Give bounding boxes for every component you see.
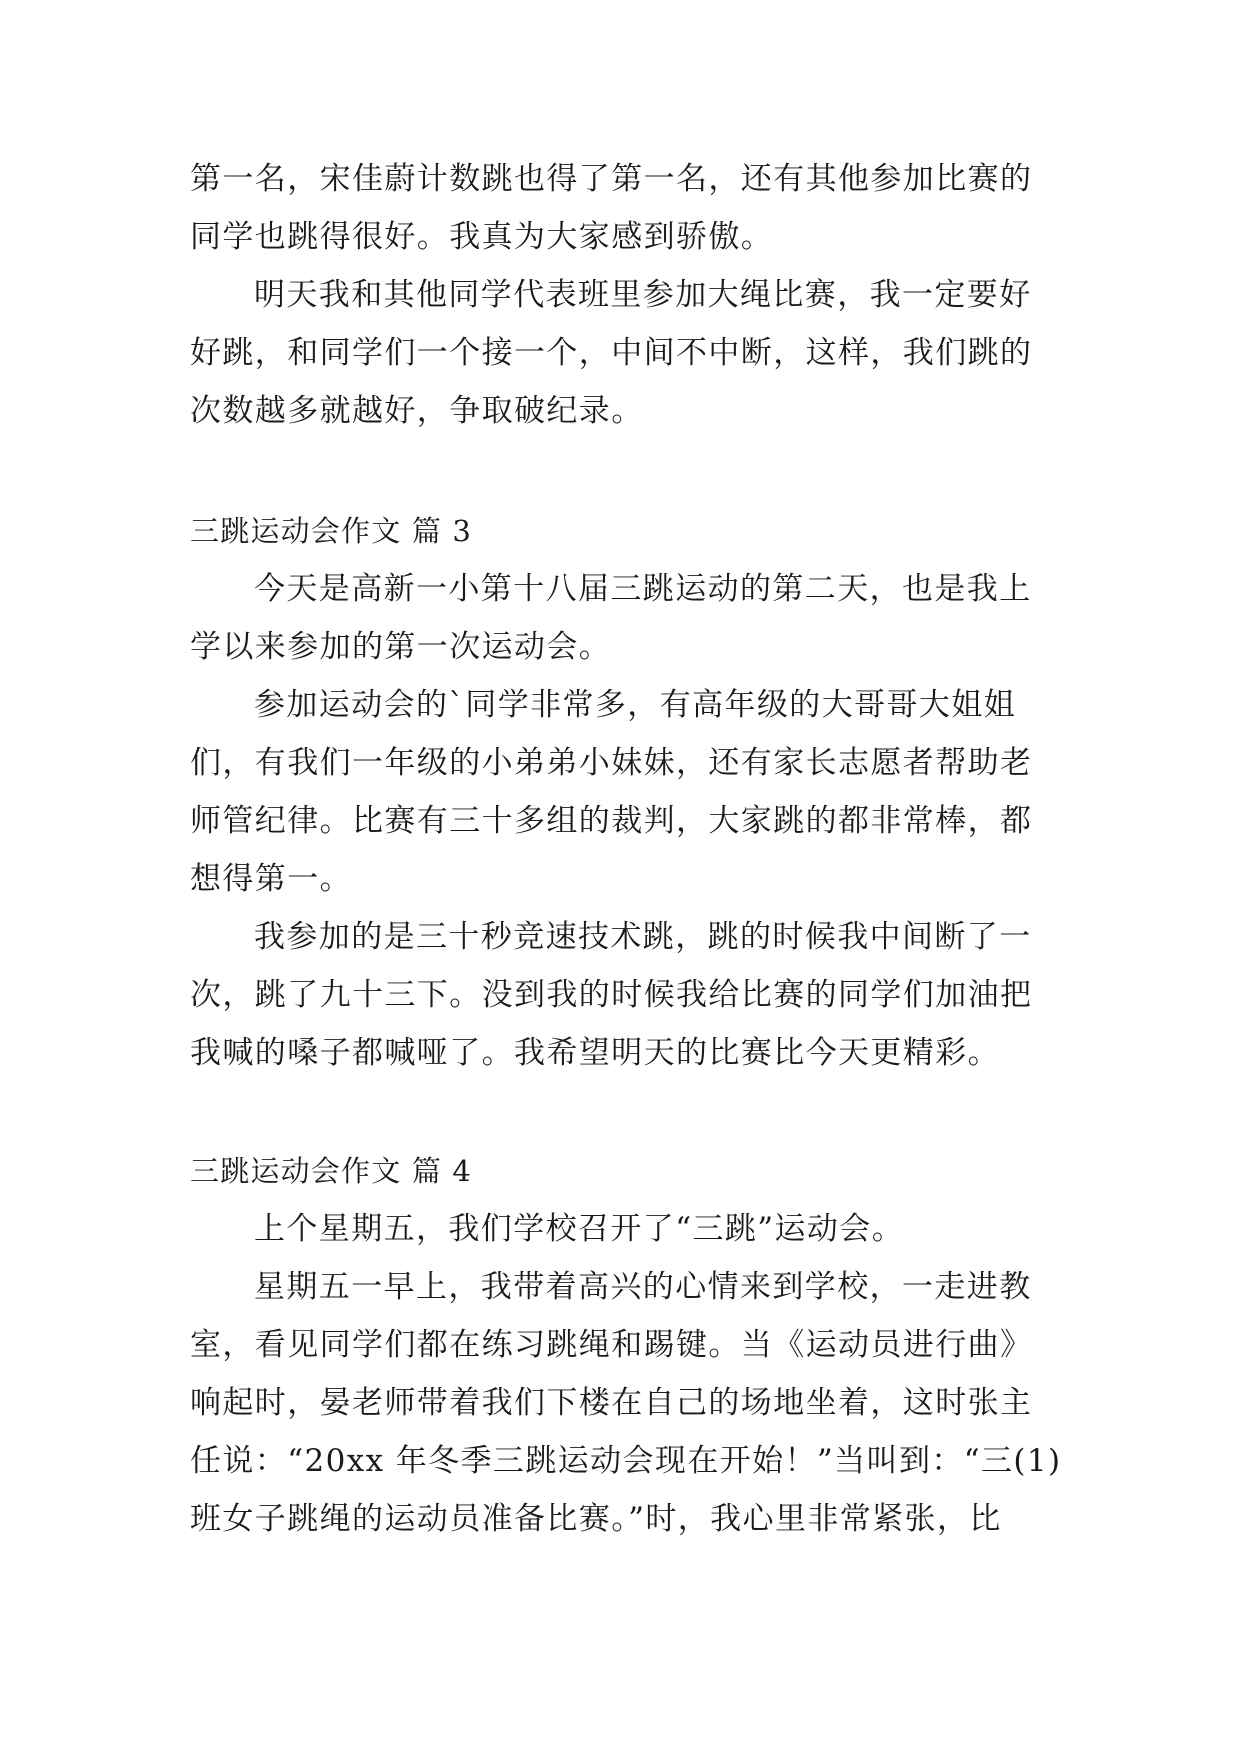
paragraph-line: 参加运动会的`同学非常多，有高年级的大哥哥大姐姐 (254, 687, 1017, 723)
paragraph-line: 我参加的是三十秒竞速技术跳，跳的时候我中间断了一 (254, 919, 1032, 955)
paragraph-line: 响起时，晏老师带着我们下楼在自己的场地坐着，这时张主 (190, 1385, 1033, 1421)
paragraph-line: 班女子跳绳的运动员准备比赛。”时，我心里非常紧张，比 (190, 1501, 1002, 1537)
paragraph-line: 星期五一早上，我带着高兴的心情来到学校，一走进教 (254, 1269, 1032, 1305)
paragraph-line: 今天是高新一小第十八届三跳运动的第二天，也是我上 (254, 571, 1032, 607)
paragraph-line: 上个星期五，我们学校召开了“三跳”运动会。 (254, 1211, 905, 1247)
essay-4-heading: 三跳运动会作文 篇 4 (190, 1154, 473, 1188)
paragraph-line: 第一名，宋佳蔚计数跳也得了第一名，还有其他参加比赛的 (190, 161, 1033, 197)
paragraph-line: 师管纪律。比赛有三十多组的裁判，大家跳的都非常棒，都 (190, 803, 1033, 839)
paragraph-line: 好跳，和同学们一个接一个，中间不中断，这样，我们跳的 (190, 335, 1033, 371)
document-page (190, 150, 1060, 1548)
paragraph-line: 们，有我们一年级的小弟弟小妹妹，还有家长志愿者帮助老 (190, 745, 1033, 781)
paragraph-line: 明天我和其他同学代表班里参加大绳比赛，我一定要好 (254, 277, 1032, 313)
paragraph-line: 任说：“20xx 年冬季三跳运动会现在开始！”当叫到：“三(1) (190, 1443, 1062, 1479)
paragraph-line: 学以来参加的第一次运动会。 (190, 629, 612, 665)
essay-2-ending (190, 150, 1060, 440)
paragraph-line: 想得第一。 (190, 861, 352, 897)
essay-3-heading: 三跳运动会作文 篇 3 (190, 514, 473, 548)
paragraph-line: 我喊的嗓子都喊哑了。我希望明天的比赛比今天更精彩。 (190, 1035, 1000, 1071)
paragraph-line: 室，看见同学们都在练习跳绳和踢键。当《运动员进行曲》 (190, 1327, 1033, 1363)
paragraph-line: 次数越多就越好，争取破纪录。 (190, 393, 644, 429)
paragraph-line: 次，跳了九十三下。没到我的时候我给比赛的同学们加油把 (190, 977, 1033, 1013)
essay-4 (190, 1142, 1060, 1548)
paragraph-line: 同学也跳得很好。我真为大家感到骄傲。 (190, 219, 774, 255)
essay-3 (190, 502, 1060, 1082)
